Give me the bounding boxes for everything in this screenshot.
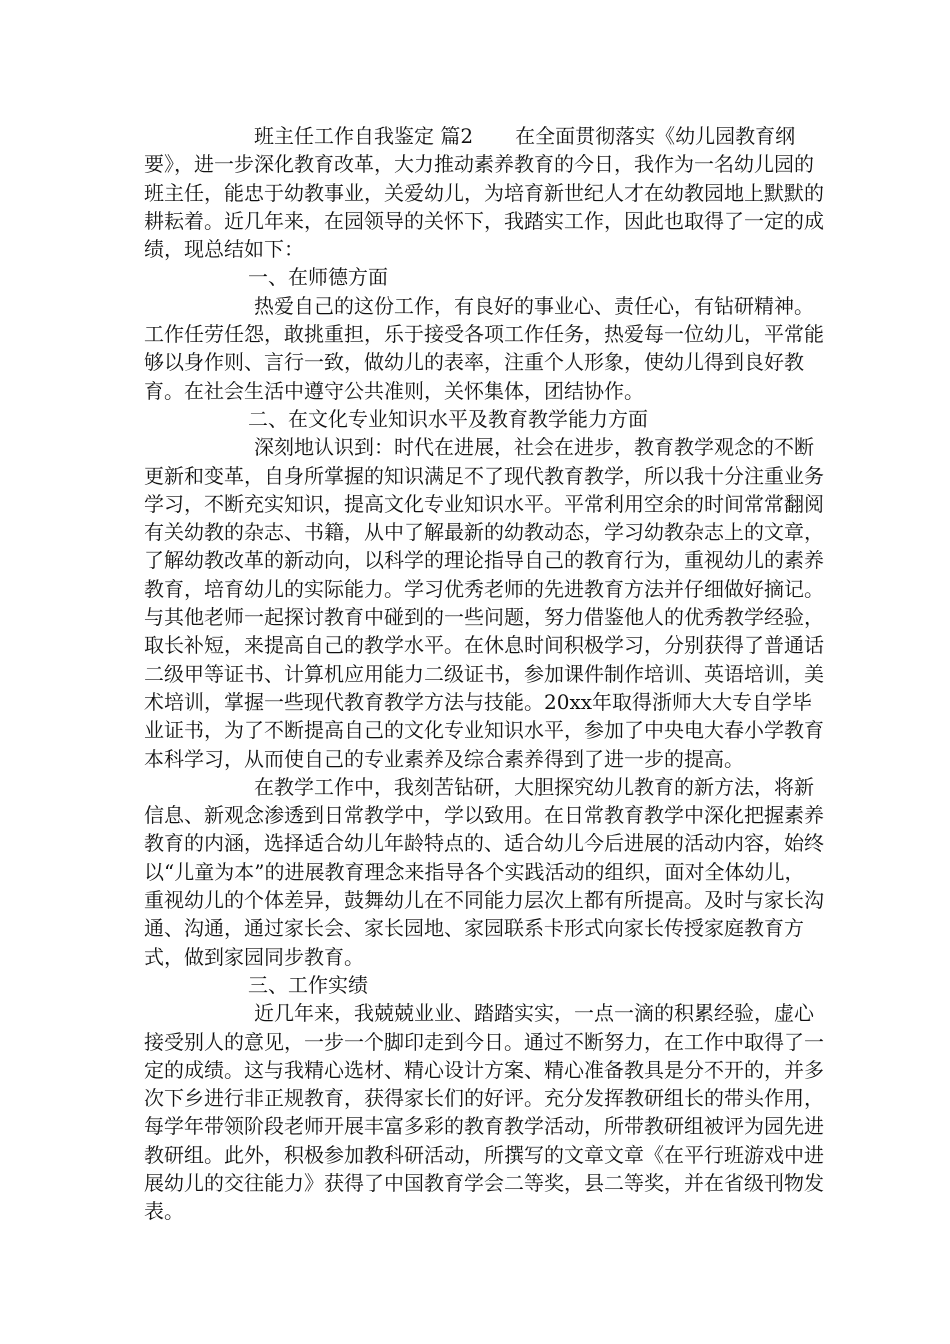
intro-text: 在全面贯彻落实《幼儿园教育纲要》，进一步深化教育改革，大力推动素养教育的今日，我作为一名幼儿园的班主任，能忠于幼教事业，关爱幼儿，为培育新世纪人才在幼教园地上默默的耕耘着。近几年来，在园领导的关怀下，我踏实工作，因此也取得了一定的成绩，现总结如下： bbox=[144, 124, 824, 262]
section-1-paragraph-1: 热爱自己的这份工作，有良好的事业心、责任心，有钻研精神。工作任劳任怨，敢挑重担，乐于接受各项工作任务，热爱每一位幼儿，平常能够以身作则、言行一致，做幼儿的表率，注重个人形象，使幼儿得到良好教育。在社会生活中遵守公共准则，关怀集体，团结协作。 bbox=[144, 293, 824, 403]
section-heading-1: 一、在师德方面 bbox=[248, 265, 388, 290]
section-heading-3: 三、工作实绩 bbox=[248, 972, 368, 997]
intro-paragraph bbox=[144, 122, 824, 263]
section-2-paragraph-2: 在教学工作中，我刻苦钻研，大胆探究幼儿教育的新方法，将新信息、新观念渗透到日常教学中，学以致用。在日常教育教学中深化把握素养教育的内涵，选择适合幼儿年龄特点的、适合幼儿今后进展的活动内容，始终以“儿童为本”的进展教育理念来指导各个实践活动的组织，面对全体幼儿，重视幼儿的个体差异，鼓舞幼儿在不同能力层次上都有所提高。及时与家长沟通、沟通，通过家长会、家长园地、家园联系卡形式向家长传授家庭教育方式，做到家园同步教育。 bbox=[144, 774, 824, 969]
document-title: 班主任工作自我鉴定 篇2 bbox=[254, 124, 474, 148]
section-3-paragraph-1: 近几年来，我兢兢业业、踏踏实实，一点一滴的积累经验，虚心接受别人的意见，一步一个脚印走到今日。通过不断努力，在工作中取得了一定的成绩。这与我精心选材、精心设计方案、精心准备教具是分不开的，并多次下乡进行非正规教育，获得家长们的好评。充分发挥教研组长的带头作用，每学年带领阶段老师开展丰富多彩的教育教学活动，所带教研组被评为园先进教研组。此外，积极参加教科研活动，所撰写的文章文章《在平行班游戏中进展幼儿的交往能力》获得了中国教育学会二等奖，县二等奖，并在省级刊物发表。 bbox=[144, 1001, 824, 1224]
section-2-paragraph-1: 深刻地认识到：时代在进展，社会在进步，教育教学观念的不断更新和变革，自身所掌握的知识满足不了现代教育教学，所以我十分注重业务学习，不断充实知识，提高文化专业知识水平。平常利用空余的时间常常翻阅有关幼教的杂志、书籍，从中了解最新的幼教动态，学习幼教杂志上的文章，了解幼教改革的新动向，以科学的理论指导自己的教育行为，重视幼儿的素养教育，培育幼儿的实际能力。学习优秀老师的先进教育方法并仔细做好摘记。与其他老师一起探讨教育中碰到的一些问题，努力借鉴他人的优秀教学经验，取长补短，来提高自己的教学水平。在休息时间积极学习，分别获得了普通话二级甲等证书、计算机应用能力二级证书，参加课件制作培训、英语培训，美术培训，掌握一些现代教育教学方法与技能。20xx年取得浙师大大专自学毕业证书，为了不断提高自己的文化专业知识水平，参加了中央电大春小学教育本科学习，从而使自己的专业素养及综合素养得到了进一步的提高。 bbox=[144, 435, 824, 771]
section-heading-2: 二、在文化专业知识水平及教育教学能力方面 bbox=[248, 406, 648, 431]
document-body bbox=[144, 122, 824, 1226]
